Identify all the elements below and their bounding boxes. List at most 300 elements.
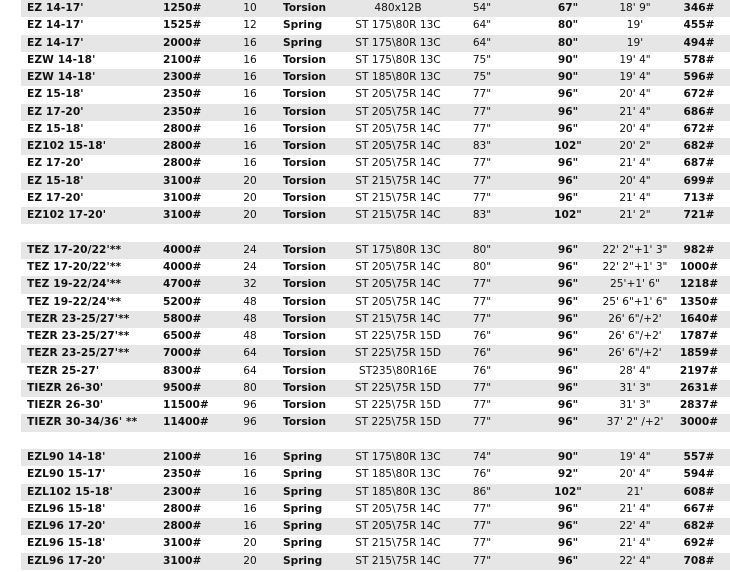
model-cell: TEZ 19-22/24'** bbox=[27, 295, 122, 308]
model-cell: EZ 14-17' bbox=[27, 36, 84, 49]
length-cell: 28' 4" bbox=[619, 364, 651, 377]
table-row bbox=[21, 414, 730, 431]
bunks-cell: 16 bbox=[243, 53, 257, 66]
model-cell: EZW 14-18' bbox=[27, 71, 96, 83]
capacity-cell: 7000# bbox=[163, 347, 202, 360]
suspension-cell: Torsion bbox=[283, 243, 327, 256]
capacity-cell: 2350# bbox=[163, 468, 202, 481]
length-cell: 20' 4" bbox=[619, 88, 651, 101]
length-cell: 21' 4" bbox=[619, 157, 651, 170]
width-cell: 77" bbox=[472, 416, 492, 429]
weight-cell: 455# bbox=[683, 19, 715, 32]
suspension-cell: Torsion bbox=[283, 71, 327, 83]
bunks-cell: 20 bbox=[243, 174, 257, 187]
capacity-cell: 3100# bbox=[163, 174, 202, 187]
tire-size-cell: ST 225\75R 15D bbox=[354, 347, 442, 360]
capacity-cell: 5200# bbox=[163, 295, 202, 308]
bunk-width-cell: 90" bbox=[557, 451, 579, 463]
suspension-cell: Torsion bbox=[283, 209, 327, 221]
suspension-cell: Torsion bbox=[283, 330, 327, 342]
tire-size-cell: ST 205\75R 14C bbox=[355, 520, 441, 532]
table-row bbox=[21, 0, 730, 17]
bunk-width-cell: 96" bbox=[557, 157, 579, 170]
width-cell: 80" bbox=[472, 261, 492, 273]
tire-size-cell: ST 215\75R 14C bbox=[355, 191, 441, 204]
length-cell: 21' 4" bbox=[619, 105, 651, 118]
bunks-cell: 16 bbox=[243, 105, 257, 118]
bunk-width-cell: 96" bbox=[557, 174, 579, 187]
bunks-cell: 16 bbox=[243, 451, 257, 463]
bunks-cell: 24 bbox=[243, 243, 257, 256]
width-cell: 77" bbox=[472, 399, 492, 411]
length-cell: 22' 2"+1' 3" bbox=[602, 261, 668, 273]
length-cell: 20' 4" bbox=[619, 174, 651, 187]
weight-cell: 687# bbox=[683, 157, 715, 170]
suspension-cell: Spring bbox=[283, 520, 323, 532]
length-cell: 19' bbox=[626, 19, 644, 32]
bunks-cell: 16 bbox=[243, 36, 257, 49]
weight-cell: 699# bbox=[683, 174, 715, 187]
width-cell: 77" bbox=[472, 381, 492, 394]
capacity-cell: 2350# bbox=[163, 88, 202, 101]
bunks-cell: 20 bbox=[243, 191, 257, 204]
table-row bbox=[21, 397, 730, 414]
width-cell: 77" bbox=[472, 537, 492, 550]
bunks-cell: 24 bbox=[243, 261, 257, 273]
model-cell: EZ 14-17' bbox=[27, 19, 84, 32]
width-cell: 77" bbox=[472, 312, 492, 325]
length-cell: 21' bbox=[626, 485, 644, 498]
capacity-cell: 2800# bbox=[163, 502, 202, 515]
width-cell: 77" bbox=[472, 88, 492, 101]
weight-cell: 494# bbox=[683, 36, 715, 49]
suspension-cell: Torsion bbox=[283, 416, 327, 429]
suspension-cell: Torsion bbox=[283, 174, 327, 187]
capacity-cell: 4000# bbox=[163, 243, 202, 256]
weight-cell: 2631# bbox=[679, 381, 719, 394]
bunk-width-cell: 96" bbox=[557, 191, 579, 204]
capacity-cell: 2000# bbox=[163, 36, 202, 49]
length-cell: 21' 2" bbox=[619, 209, 651, 221]
capacity-cell: 3100# bbox=[163, 209, 202, 221]
bunks-cell: 20 bbox=[243, 554, 257, 567]
capacity-cell: 2300# bbox=[163, 485, 202, 498]
width-cell: 77" bbox=[472, 278, 492, 291]
model-cell: EZL90 14-18' bbox=[27, 451, 106, 463]
tire-size-cell: ST 225\75R 15D bbox=[354, 330, 442, 342]
width-cell: 86" bbox=[472, 485, 492, 498]
weight-cell: 682# bbox=[683, 520, 715, 532]
weight-cell: 1640# bbox=[679, 312, 719, 325]
bunk-width-cell: 96" bbox=[557, 554, 579, 567]
table-row bbox=[21, 104, 730, 121]
width-cell: 76" bbox=[472, 330, 492, 342]
bunk-width-cell: 96" bbox=[557, 537, 579, 550]
tire-size-cell: ST 205\75R 14C bbox=[355, 295, 441, 308]
tire-size-cell: ST 175\80R 13C bbox=[355, 243, 441, 256]
suspension-cell: Torsion bbox=[283, 312, 327, 325]
bunk-width-cell: 96" bbox=[557, 243, 579, 256]
table-row bbox=[21, 155, 730, 172]
length-cell: 26' 6"/+2' bbox=[608, 312, 662, 325]
width-cell: 77" bbox=[472, 295, 492, 308]
model-cell: EZL96 17-20' bbox=[27, 554, 106, 567]
bunks-cell: 48 bbox=[243, 295, 257, 308]
bunk-width-cell: 80" bbox=[557, 19, 579, 32]
capacity-cell: 2800# bbox=[163, 140, 202, 152]
length-cell: 22' 4" bbox=[619, 554, 651, 567]
capacity-cell: 1250# bbox=[163, 2, 202, 14]
table-row bbox=[21, 190, 730, 207]
bunks-cell: 16 bbox=[243, 520, 257, 532]
capacity-cell: 2100# bbox=[163, 53, 202, 66]
capacity-cell: 9500# bbox=[163, 381, 202, 394]
bunks-cell: 16 bbox=[243, 88, 257, 101]
table-row bbox=[21, 138, 730, 155]
capacity-cell: 6500# bbox=[163, 330, 202, 342]
length-cell: 18' 9" bbox=[619, 2, 651, 14]
capacity-cell: 11500# bbox=[163, 399, 209, 411]
width-cell: 76" bbox=[472, 347, 492, 360]
model-cell: EZL90 15-17' bbox=[27, 468, 106, 481]
capacity-cell: 2350# bbox=[163, 105, 202, 118]
table-row bbox=[21, 484, 730, 501]
weight-cell: 667# bbox=[683, 502, 715, 515]
bunk-width-cell: 96" bbox=[557, 105, 579, 118]
table-row bbox=[21, 121, 730, 138]
capacity-cell: 2800# bbox=[163, 157, 202, 170]
suspension-cell: Torsion bbox=[283, 157, 327, 170]
capacity-cell: 3100# bbox=[163, 554, 202, 567]
bunks-cell: 16 bbox=[243, 140, 257, 152]
bunks-cell: 12 bbox=[243, 19, 257, 32]
weight-cell: 594# bbox=[683, 468, 715, 481]
model-cell: TEZ 19-22/24'** bbox=[27, 278, 122, 291]
table-row bbox=[21, 294, 730, 311]
capacity-cell: 3100# bbox=[163, 191, 202, 204]
bunk-width-cell: 96" bbox=[557, 502, 579, 515]
width-cell: 75" bbox=[472, 71, 492, 83]
bunks-cell: 48 bbox=[243, 330, 257, 342]
table-row bbox=[21, 501, 730, 518]
bunk-width-cell: 96" bbox=[557, 364, 579, 377]
length-cell: 19' 4" bbox=[619, 53, 651, 66]
length-cell: 26' 6"/+2' bbox=[608, 347, 662, 360]
length-cell: 20' 2" bbox=[619, 140, 651, 152]
bunk-width-cell: 67" bbox=[557, 2, 579, 14]
bunks-cell: 32 bbox=[243, 278, 257, 291]
table-row bbox=[21, 207, 730, 224]
model-cell: EZW 14-18' bbox=[27, 53, 96, 66]
suspension-cell: Torsion bbox=[283, 399, 327, 411]
weight-cell: 557# bbox=[683, 451, 715, 463]
tire-size-cell: ST 215\75R 14C bbox=[355, 312, 441, 325]
tire-size-cell: ST 215\75R 14C bbox=[355, 209, 441, 221]
model-cell: EZ102 15-18' bbox=[27, 140, 107, 152]
bunk-width-cell: 92" bbox=[557, 468, 579, 481]
model-cell: TEZR 23-25/27'** bbox=[27, 347, 130, 360]
model-cell: EZ 17-20' bbox=[27, 157, 84, 170]
width-cell: 77" bbox=[472, 554, 492, 567]
bunk-width-cell: 96" bbox=[557, 278, 579, 291]
bunk-width-cell: 96" bbox=[557, 88, 579, 101]
weight-cell: 1000# bbox=[679, 261, 719, 273]
width-cell: 77" bbox=[472, 157, 492, 170]
weight-cell: 713# bbox=[683, 191, 715, 204]
length-cell: 25' 6"+1' 6" bbox=[602, 295, 668, 308]
weight-cell: 578# bbox=[683, 53, 715, 66]
length-cell: 20' 4" bbox=[619, 468, 651, 481]
width-cell: 83" bbox=[472, 140, 492, 152]
model-cell: TIEZR 26-30' bbox=[27, 399, 104, 411]
length-cell: 37' 2" /+2' bbox=[606, 416, 664, 429]
weight-cell: 1859# bbox=[679, 347, 719, 360]
width-cell: 64" bbox=[472, 36, 492, 49]
trailer-spec-table bbox=[21, 0, 730, 570]
weight-cell: 692# bbox=[683, 537, 715, 550]
table-row bbox=[21, 363, 730, 380]
length-cell: 19' 4" bbox=[619, 451, 651, 463]
model-cell: TEZR 25-27' bbox=[27, 364, 100, 377]
tire-size-cell: ST 205\75R 14C bbox=[355, 157, 441, 170]
suspension-cell: Spring bbox=[283, 554, 323, 567]
suspension-cell: Spring bbox=[283, 537, 323, 550]
bunks-cell: 10 bbox=[243, 2, 257, 14]
bunk-width-cell: 96" bbox=[557, 347, 579, 360]
tire-size-cell: ST 215\75R 14C bbox=[355, 554, 441, 567]
tire-size-cell: ST 205\75R 14C bbox=[355, 502, 441, 515]
suspension-cell: Torsion bbox=[283, 191, 327, 204]
tire-size-cell: ST 175\80R 13C bbox=[355, 36, 441, 49]
model-cell: EZ 17-20' bbox=[27, 105, 84, 118]
weight-cell: 2197# bbox=[679, 364, 719, 377]
suspension-cell: Torsion bbox=[283, 261, 327, 273]
width-cell: 77" bbox=[472, 191, 492, 204]
model-cell: TEZ 17-20/22'** bbox=[27, 243, 122, 256]
width-cell: 77" bbox=[472, 502, 492, 515]
length-cell: 31' 3" bbox=[619, 399, 651, 411]
length-cell: 19' 4" bbox=[619, 71, 651, 83]
tire-size-cell: ST 225\75R 15D bbox=[354, 381, 442, 394]
table-row bbox=[21, 466, 730, 483]
table-group bbox=[21, 0, 730, 224]
suspension-cell: Spring bbox=[283, 19, 323, 32]
tire-size-cell: ST 175\80R 13C bbox=[355, 19, 441, 32]
length-cell: 26' 6"/+2' bbox=[608, 330, 662, 342]
table-row bbox=[21, 380, 730, 397]
capacity-cell: 2300# bbox=[163, 71, 202, 83]
tire-size-cell: ST 185\80R 13C bbox=[355, 468, 441, 481]
bunk-width-cell: 96" bbox=[557, 416, 579, 429]
model-cell: EZL96 15-18' bbox=[27, 502, 106, 515]
weight-cell: 708# bbox=[683, 554, 715, 567]
width-cell: 64" bbox=[472, 19, 492, 32]
suspension-cell: Spring bbox=[283, 468, 323, 481]
bunks-cell: 16 bbox=[243, 502, 257, 515]
bunk-width-cell: 96" bbox=[557, 381, 579, 394]
table-row bbox=[21, 449, 730, 466]
capacity-cell: 2800# bbox=[163, 520, 202, 532]
table-row bbox=[21, 242, 730, 259]
table-row bbox=[21, 328, 730, 345]
bunk-width-cell: 80" bbox=[557, 36, 579, 49]
length-cell: 22' 4" bbox=[619, 520, 651, 532]
table-row bbox=[21, 35, 730, 52]
model-cell: EZL96 17-20' bbox=[27, 520, 106, 532]
weight-cell: 608# bbox=[683, 485, 715, 498]
width-cell: 83" bbox=[472, 209, 492, 221]
table-group bbox=[21, 449, 730, 570]
capacity-cell: 3100# bbox=[163, 537, 202, 550]
bunks-cell: 16 bbox=[243, 71, 257, 83]
length-cell: 22' 2"+1' 3" bbox=[602, 243, 668, 256]
weight-cell: 682# bbox=[683, 140, 715, 152]
suspension-cell: Torsion bbox=[283, 105, 327, 118]
capacity-cell: 1525# bbox=[163, 19, 202, 32]
tire-size-cell: ST235\80R16E bbox=[359, 364, 437, 377]
length-cell: 21' 4" bbox=[619, 191, 651, 204]
tire-size-cell: ST 185\80R 13C bbox=[355, 71, 441, 83]
width-cell: 77" bbox=[472, 122, 492, 135]
bunks-cell: 96 bbox=[243, 399, 257, 411]
weight-cell: 686# bbox=[683, 105, 715, 118]
width-cell: 80" bbox=[472, 243, 492, 256]
suspension-cell: Torsion bbox=[283, 295, 327, 308]
table-row bbox=[21, 553, 730, 570]
width-cell: 77" bbox=[472, 174, 492, 187]
tire-size-cell: 480x12B bbox=[374, 2, 422, 14]
model-cell: EZ 15-18' bbox=[27, 88, 84, 101]
weight-cell: 1350# bbox=[679, 295, 719, 308]
tire-size-cell: ST 185\80R 13C bbox=[355, 485, 441, 498]
table-row bbox=[21, 259, 730, 276]
capacity-cell: 2100# bbox=[163, 451, 202, 463]
tire-size-cell: ST 215\75R 14C bbox=[355, 537, 441, 550]
suspension-cell: Torsion bbox=[283, 364, 327, 377]
tire-size-cell: ST 225\75R 15D bbox=[354, 416, 442, 429]
suspension-cell: Spring bbox=[283, 36, 323, 49]
weight-cell: 672# bbox=[683, 122, 715, 135]
tire-size-cell: ST 225\75R 15D bbox=[354, 399, 442, 411]
bunk-width-cell: 96" bbox=[557, 312, 579, 325]
suspension-cell: Spring bbox=[283, 502, 323, 515]
capacity-cell: 4000# bbox=[163, 261, 202, 273]
table-row bbox=[21, 86, 730, 103]
weight-cell: 1218# bbox=[679, 278, 719, 291]
bunks-cell: 80 bbox=[243, 381, 257, 394]
bunk-width-cell: 96" bbox=[557, 399, 579, 411]
bunk-width-cell: 96" bbox=[557, 330, 579, 342]
table-row bbox=[21, 276, 730, 293]
suspension-cell: Torsion bbox=[283, 2, 327, 14]
table-row bbox=[21, 173, 730, 190]
length-cell: 21' 4" bbox=[619, 537, 651, 550]
bunks-cell: 16 bbox=[243, 468, 257, 481]
weight-cell: 3000# bbox=[679, 416, 719, 429]
bunk-width-cell: 90" bbox=[557, 53, 579, 66]
table-group bbox=[21, 242, 730, 432]
weight-cell: 982# bbox=[683, 243, 715, 256]
model-cell: EZ102 17-20' bbox=[27, 209, 107, 221]
table-row bbox=[21, 535, 730, 552]
weight-cell: 596# bbox=[683, 71, 715, 83]
model-cell: EZL102 15-18' bbox=[27, 485, 113, 498]
length-cell: 19' bbox=[626, 36, 644, 49]
suspension-cell: Spring bbox=[283, 451, 323, 463]
tire-size-cell: ST 175\80R 13C bbox=[355, 53, 441, 66]
width-cell: 77" bbox=[472, 520, 492, 532]
suspension-cell: Torsion bbox=[283, 88, 327, 101]
bunk-width-cell: 102" bbox=[554, 140, 582, 152]
capacity-cell: 8300# bbox=[163, 364, 202, 377]
suspension-cell: Torsion bbox=[283, 140, 327, 152]
table-row bbox=[21, 518, 730, 535]
table-row bbox=[21, 17, 730, 34]
bunk-width-cell: 96" bbox=[557, 520, 579, 532]
tire-size-cell: ST 205\75R 14C bbox=[355, 122, 441, 135]
model-cell: EZ 15-18' bbox=[27, 174, 84, 187]
length-cell: 25'+1' 6" bbox=[610, 278, 660, 291]
suspension-cell: Torsion bbox=[283, 278, 327, 291]
bunks-cell: 64 bbox=[243, 347, 257, 360]
weight-cell: 2837# bbox=[679, 399, 719, 411]
width-cell: 76" bbox=[472, 364, 492, 377]
model-cell: EZ 17-20' bbox=[27, 191, 84, 204]
bunks-cell: 16 bbox=[243, 122, 257, 135]
width-cell: 77" bbox=[472, 105, 492, 118]
bunks-cell: 20 bbox=[243, 537, 257, 550]
suspension-cell: Torsion bbox=[283, 122, 327, 135]
tire-size-cell: ST 205\75R 14C bbox=[355, 88, 441, 101]
bunk-width-cell: 102" bbox=[554, 485, 582, 498]
model-cell: TEZR 23-25/27'** bbox=[27, 312, 130, 325]
tire-size-cell: ST 215\75R 14C bbox=[355, 174, 441, 187]
bunks-cell: 96 bbox=[243, 416, 257, 429]
capacity-cell: 4700# bbox=[163, 278, 202, 291]
table-row bbox=[21, 311, 730, 328]
model-cell: EZL96 15-18' bbox=[27, 537, 106, 550]
width-cell: 74" bbox=[472, 451, 492, 463]
model-cell: TEZ 17-20/22'** bbox=[27, 261, 122, 273]
model-cell: TIEZR 26-30' bbox=[27, 381, 104, 394]
table-row bbox=[21, 345, 730, 362]
length-cell: 21' 4" bbox=[619, 502, 651, 515]
bunks-cell: 48 bbox=[243, 312, 257, 325]
bunk-width-cell: 96" bbox=[557, 295, 579, 308]
model-cell: TIEZR 30-34/36' ** bbox=[27, 416, 138, 429]
bunks-cell: 16 bbox=[243, 157, 257, 170]
tire-size-cell: ST 175\80R 13C bbox=[355, 451, 441, 463]
table-row bbox=[21, 52, 730, 69]
length-cell: 20' 4" bbox=[619, 122, 651, 135]
tire-size-cell: ST 205\75R 14C bbox=[355, 105, 441, 118]
model-cell: EZ 14-17' bbox=[27, 2, 84, 14]
bunk-width-cell: 96" bbox=[557, 122, 579, 135]
width-cell: 75" bbox=[472, 53, 492, 66]
weight-cell: 672# bbox=[683, 88, 715, 101]
suspension-cell: Torsion bbox=[283, 53, 327, 66]
weight-cell: 346# bbox=[683, 2, 715, 14]
suspension-cell: Spring bbox=[283, 485, 323, 498]
width-cell: 54" bbox=[472, 2, 492, 14]
capacity-cell: 2800# bbox=[163, 122, 202, 135]
table-row bbox=[21, 69, 730, 86]
bunk-width-cell: 96" bbox=[557, 261, 579, 273]
bunk-width-cell: 102" bbox=[554, 209, 582, 221]
bunks-cell: 20 bbox=[243, 209, 257, 221]
model-cell: EZ 15-18' bbox=[27, 122, 84, 135]
suspension-cell: Torsion bbox=[283, 347, 327, 360]
